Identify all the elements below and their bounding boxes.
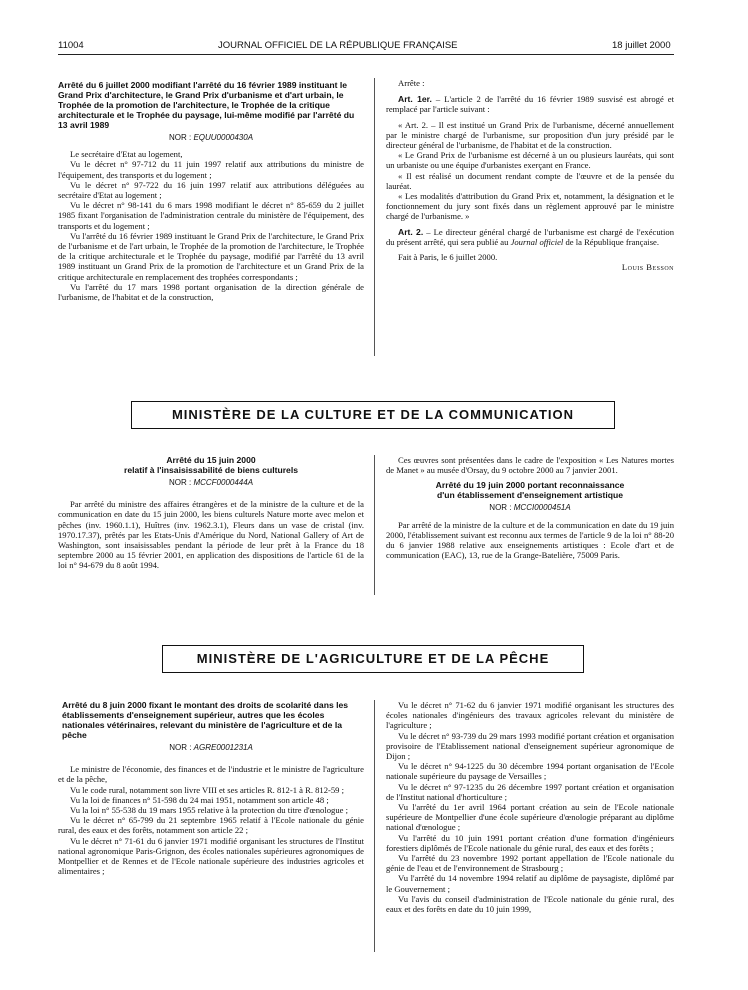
quote-paragraph: « Les modalités d'attribution du Grand Prix et, notamment, la désignation et le fonctionnement du jury sont fixés dans un règlement approuvé par le ministre chargé de l'urbanisme. » [386,191,674,222]
visa-paragraph: Vu le code rural, notamment son livre VIII et ses articles R. 812-1 à R. 812-59 ; [70,784,345,795]
visa-paragraph: Le ministre de l'économie, des finances et de l'industrie et le ministre de l'agriculture et de la pêche, [58,764,364,785]
fait-a-paris: Fait à Paris, le 6 juillet 2000. [398,252,498,263]
visa-paragraph: Vu l'arrêté du 23 novembre 1992 portant appellation de l'Ecole nationale du génie de l'eau et de l'environnement de Strasbourg ; [386,853,674,874]
quote-paragraph: « Il est réalisé un document rendant compte de l'œuvre et de la pensée du lauréat. [386,170,674,191]
nor-code: MCCF0000444A [193,478,254,487]
nor-code: MCCI0000451A [513,503,571,513]
visa-paragraph: Vu le décret n° 71-61 du 6 janvier 1971 modifié organisant les structures de l'Institut national agronomique Paris-Grignon, des écoles nationales supérieures agronomiques de Montpellier et de Rennes et de l'Ecole nationale supérieure des industries agricoles et alimentaires ; [58,835,364,877]
body-paragraph: Ces œuvres sont présentées dans le cadre de l'exposition « Les Natures mortes de Manet » au musée d'Orsay, du 9 octobre 2000 au 7 janvier 2001. [386,455,674,476]
arrete-biens-culturels-title-line1: Arrêté du 15 juin 2000 [166,455,256,465]
visa-paragraph: Vu le décret n° 94-1225 du 30 décembre 1994 portant organisation de l'Ecole nationale supérieure du paysage de Versailles ; [386,761,674,782]
arrete-droits-scolarite-title: Arrêté du 8 juin 2000 fixant le montant des droits de scolarité dans les établissements d'enseignement supérieur, autres que les écoles nationales vétérinaires, relevant du ministère de l'agriculture et de la pêche [62,700,349,740]
visa-paragraph: Le secrétaire d'Etat au logement, [70,149,183,160]
visa-paragraph: Vu l'arrêté du 16 février 1989 instituant le Grand Prix de l'architecture, le Grand Prix de l'urbanisme et de l'art urbain, le Trophée de la promotion de l'architecture, le Trophée de la critique architecturale et le Trophée du paysage, modifié par l'arrêté du 13 avril 1989 instituant un Grand Prix de la promotion de l'architecture et un Grand Prix de la critique architecturale en remplacement des trophées correspondants ; [58,230,364,282]
signature: Louis Besson [621,262,674,273]
column-divider [374,700,375,952]
nor-reference: NOR : MCCI0000451A [489,503,571,513]
nor-code: EQUU0000430A [193,133,254,142]
arrete-etablissement-artistique [386,455,674,560]
column-divider [374,455,375,595]
visa-paragraph: Vu le décret n° 65-799 du 21 septembre 1965 relatif à l'Ecole nationale du génie rural, des eaux et des forêts, notamment son article 22 ; [58,815,364,836]
visa-paragraph: Vu l'arrêté du 14 novembre 1994 relatif au diplôme de paysagiste, diplômé par le Gouvernement ; [386,873,674,894]
arrete-droits-scolarite-right [386,700,674,914]
nor-reference: NOR : AGRE0001231A [169,743,253,752]
visa-paragraph: Vu l'arrêté du 10 juin 1991 portant création d'une formation d'ingénieurs forestiers diplômés de l'Ecole nationale du génie rural, des eaux et des forêts ; [386,832,674,853]
nor-reference: NOR : MCCF0000444A [168,478,254,487]
arrete-droits-scolarite-left [58,700,364,876]
nor-code: AGRE0001231A [193,743,253,752]
arrete-label: Arrête : [398,78,425,88]
visa-paragraph: Vu l'arrêté du 1er avril 1964 portant création au sein de l'Ecole nationale supérieure de Montpellier d'une école supérieure d'œnologie préparant au diplôme national d'œnologue ; [386,802,674,833]
arrete-urbanisme-left [58,80,364,302]
arrete-biens-culturels [58,455,364,571]
body-paragraph: Par arrêté de la ministre de la culture et de la communication en date du 19 juin 2000, l'établissement suivant est reconnu aux termes de l'article 9 de la loi n° 88-20 du 6 janvier 1988 relative aux enseignements artistiques : Ecole d'art et de communication (EAC), 13, rue de la Grange-Batelière, 75009 Paris. [386,519,674,561]
quote-paragraph: « Le Grand Prix de l'urbanisme est décerné à un ou plusieurs lauréats, qui sont un urbaniste ou une équipe d'urbanistes exerçant en France. [386,150,674,171]
visa-paragraph: Vu le décret n° 97-712 du 11 juin 1997 relatif aux attributions du ministre de l'équipement, des transports et du logement ; [58,159,364,180]
quote-paragraph: « Art. 2. – Il est institué un Grand Prix de l'urbanisme, décerné annuellement par le ministre chargé de l'urbanisme, sur proposition d'un jury présidé par le directeur général de l'urbanisme, de l'habitat et de la construction. [386,119,674,151]
visa-paragraph: Vu la loi n° 55-538 du 19 mars 1955 relative à la protection du titre d'œnologue ; [70,805,348,816]
arrete-etablissement-title-line1: Arrêté du 19 juin 2000 portant reconnaissance [435,480,625,491]
visa-paragraph: Vu le décret n° 97-1235 du 26 décembre 1997 portant création et organisation de l'Institut national d'horticulture ; [386,781,674,802]
visa-paragraph: Vu le décret n° 71-62 du 6 janvier 1971 modifié organisant les structures des écoles nationales d'ingénieurs des travaux agricoles relevant du ministère de l'agriculture ; [386,700,674,731]
journal-title: JOURNAL OFFICIEL DE LA RÉPUBLIQUE FRANÇAISE [218,40,458,51]
arrete-biens-culturels-title-line2: relatif à l'insaisissabilité de biens culturels [124,465,298,475]
article-1: Art. 1er. – L'article 2 de l'arrêté du 16 février 1989 susvisé est abrogé et remplacé par l'article suivant : [386,94,674,115]
nor-reference: NOR : EQUU0000430A [168,133,254,142]
page-number: 11004 [58,40,84,51]
visa-paragraph: Vu le décret n° 97-722 du 16 juin 1997 relatif aux attributions déléguées au secrétaire d'Etat au logement ; [58,179,364,201]
body-paragraph: Par arrêté du ministre des affaires étrangères et de la ministre de la culture et de la communication en date du 15 juin 2000, les biens culturels Nature morte avec melon et pêches (inv. 1960.1.1), Huîtres (inv. 1962.3.1), Fleurs dans un vase de cristal (inv. 1970.17.37), prêtés par les Etats-Unis d'Amérique du Nord, National Gallery of Art de Washington, sont insaisissables pendant la période de leur prêt à la France du 18 septembre 2000 au 15 février 2001, en application des dispositions de l'article 61 de la loi n° 94-679 du 8 août 1994. [58,499,364,571]
arrete-urbanisme-right [386,78,674,272]
visa-paragraph: Vu le décret n° 98-141 du 6 mars 1998 modifiant le décret n° 85-659 du 2 juillet 1985 fixant l'organisation de l'administration centrale du ministère de l'équipement, des transports et du logement ; [58,200,364,231]
arrete-etablissement-title-line2: d'un établissement d'enseignement artistique [436,490,624,501]
ministry-agriculture-title: MINISTÈRE DE L'AGRICULTURE ET DE LA PÊCHE [196,651,550,666]
header-rule [58,54,674,55]
ministry-culture-title: MINISTÈRE DE LA CULTURE ET DE LA COMMUNICATION [171,407,575,422]
visa-paragraph: Vu l'avis du conseil d'administration de l'Ecole nationale du génie rural, des eaux et des forêts en date du 10 juin 1999, [386,893,674,915]
ministry-agriculture-banner [162,645,584,673]
column-divider [374,78,375,356]
arrete-urbanisme-title: Arrêté du 6 juillet 2000 modifiant l'arrêté du 16 février 1989 instituant le Grand Prix d'architecture, le Grand Prix d'urbanisme et d'art urbain, le Trophée de la promotion de l'architecture, le Trophée de la critique architecturale et le Trophée du paysage, lui-même modifié par l'arrêté du 13 avril 1989 [58,80,355,130]
visa-paragraph: Vu le décret n° 93-739 du 29 mars 1993 modifié portant création et organisation provisoire de l'Etablissement national d'enseignement supérieur agronomique de Dijon ; [386,730,674,762]
header-date: 18 juillet 2000 [612,40,671,51]
visa-paragraph: Vu la loi de finances n° 51-598 du 24 mai 1951, notamment son article 48 ; [70,794,329,805]
visa-paragraph: Vu l'arrêté du 17 mars 1998 portant organisation de la direction générale de l'urbanisme, de l'habitat et de la construction, [58,281,364,303]
ministry-culture-banner [131,401,615,429]
article-2: Art. 2. – Le directeur général chargé de l'urbanisme est chargé de l'exécution du présent arrêté, qui sera publié au Journal officiel de la République française. [386,226,674,247]
